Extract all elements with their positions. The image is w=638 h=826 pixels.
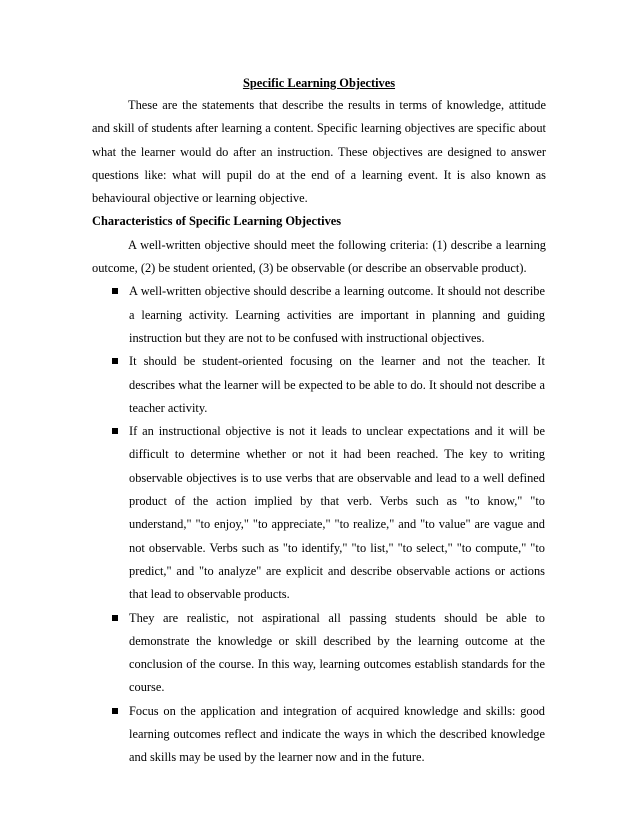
square-bullet-icon bbox=[112, 428, 118, 434]
list-item-text: Focus on the application and integration of acquired knowledge and skills: good learning outcomes reflect and indicate the ways in which the described knowledge and skills may be used by the learner now and in the future. bbox=[129, 703, 545, 765]
section-heading: Characteristics of Specific Learning Objectives bbox=[92, 214, 342, 229]
list-item bbox=[92, 350, 546, 420]
list-item-text: They are realistic, not aspirational all passing students should be able to demonstrate the knowledge or skill described by the learning outcome at the conclusion of the course. In this way, learning outcomes establish standards for the course. bbox=[129, 610, 545, 695]
list-item bbox=[92, 280, 546, 350]
page-title: Specific Learning Objectives bbox=[242, 76, 396, 90]
list-item-text: If an instructional objective is not it leads to unclear expectations and it will be difficult to determine whether or not it had been reached. The key to writing observable objectives is to use verbs that are observable and lead to a well defined product of the action implied by that verb. Verbs such as "to know," "to understand," "to enjoy," "to appreciate," "to realize," and "to value" are vague and not observable. Verbs such as "to identify," "to list," "to select," "to compute," "to predict," and "to analyze" are explicit and describe observable actions or actions that lead to observable products. bbox=[129, 424, 545, 602]
list-item bbox=[92, 420, 546, 606]
list-item-text: It should be student-oriented focusing on the learner and not the teacher. It describes what the learner will be expected to be able to do. It should not describe a teacher activity. bbox=[129, 354, 545, 415]
criteria-list bbox=[92, 280, 546, 769]
list-item bbox=[92, 607, 546, 700]
list-item-text: A well-written objective should describe a learning outcome. It should not describe a learning activity. Learning activities are important in planning and guiding instruction but they are not to be confused with instructional objectives. bbox=[129, 284, 545, 345]
intro-paragraph: These are the statements that describe the results in terms of knowledge, attitude and skill of students after learning a content. Specific learning objectives are specific about what the learner would do after an instruction. These objectives are designed to answer questions like: what will pupil do at the end of a learning event. It is also known as behavioural objective or learning objective. bbox=[92, 98, 546, 206]
square-bullet-icon bbox=[112, 708, 118, 714]
section-intro-paragraph: A well-written objective should meet the following criteria: (1) describe a learning outcome, (2) be student oriented, (3) be observable (or describe an observable product). bbox=[92, 237, 546, 276]
square-bullet-icon bbox=[112, 358, 118, 364]
document-page bbox=[92, 72, 546, 770]
square-bullet-icon bbox=[112, 615, 118, 621]
square-bullet-icon bbox=[112, 288, 118, 294]
list-item bbox=[92, 700, 546, 770]
